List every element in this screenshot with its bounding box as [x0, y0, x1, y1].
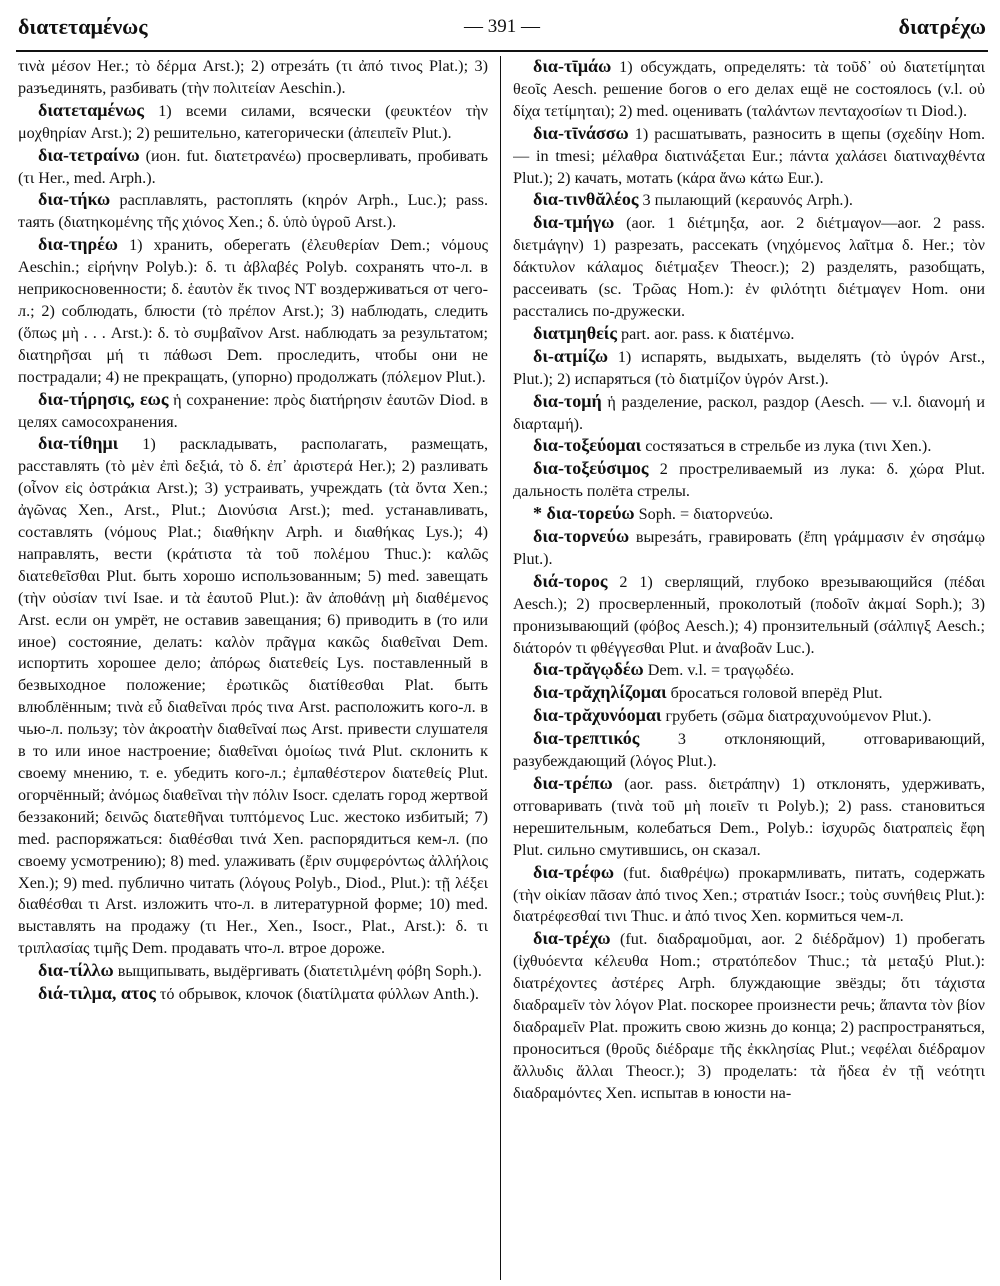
dictionary-entry [513, 435, 985, 458]
header-first-word: διατεταμένως [18, 14, 148, 39]
entry-definition: (fut. διαθρέψω) прокармливать, питать, содержать (τὴν οἰκίαν πᾶσαν ἀπό τινος Xen.; στρατιάν Isocr.; τοὺς συνήθεις Plut.): διατρέφεσθαί τινι Thuc. и ἀπό τινος Xen. кормиться чем-л. [513, 863, 985, 926]
dictionary-entry [513, 323, 985, 346]
dictionary-entry [513, 682, 985, 705]
dictionary-entry [513, 189, 985, 212]
page-header [18, 14, 986, 44]
page-number: — 391 — [464, 16, 540, 37]
entry-definition: 1) расшатывать, разносить в щепы (σχεδίην Hom. — in tmesi; μέλαθρα διατινάξεται Eur.; πάντα χαλάσει διατιναχθέντα Plut.); 2) качать, мотать (κάρα ἄνω κάτω Eur.). [513, 124, 985, 187]
entry-definition: τό обрывок, клочок (διατίλματα φύλλων Anth.). [159, 985, 479, 1004]
entry-definition: ἡ разделение, раскол, раздор (Aesch. — v.l. διανομή и διαρταμή). [513, 392, 985, 433]
entry-definition: (aor. 1 διέτμηξα, aor. 2 διέτμαγον—aor. 2 pass. διετμάγην) 1) разрезать, рассекать (νηχόμενος λαῖτμα δ. Her.; τὸν δάκτυλον κάλαμος διέτμαξεν Theocr.); 2) разделять, разобщать, рассеивать (sc. Τρῶας Hom.): ἐν φιλότητι διέτμαγεν Hom. они расстались по-дружески. [513, 214, 985, 320]
entry-definition: 3 отклоняющий, отговаривающий, разубеждающий (λόγος Plut.). [513, 730, 985, 771]
dictionary-entry [18, 960, 488, 983]
entry-definition: (ион. fut. διατετρανέω) просверливать, пробивать (τι Her., med. Arph.). [18, 146, 488, 187]
dictionary-entry [513, 659, 985, 682]
dictionary-entry [18, 433, 488, 960]
entry-headword: δια-τοξεύσιμος [533, 458, 649, 479]
entry-definition: грубеть (σῶμα διατραχυνούμενον Plut.). [665, 707, 932, 726]
dictionary-entry [513, 571, 985, 660]
entry-definition: Dem. v.l. = τραγῳδέω. [647, 661, 795, 680]
entry-definition: 2 простреливаемый из лука: δ. χώρα Plut. дальность полёта стрелы. [513, 460, 985, 501]
dictionary-entry [513, 862, 985, 929]
entry-headword: δια-τομή [533, 390, 602, 411]
dictionary-entry [513, 212, 985, 323]
entry-headword: διά-τορος [533, 570, 608, 591]
dictionary-entry [513, 56, 985, 123]
dictionary-entry [18, 389, 488, 434]
entry-definition: 1) раскладывать, располагать, размещать, расставлять (τὸ μὲν ἐπὶ δεξιά, τὸ δ. ἐπ᾽ ἀριστερά Her.); 2) разливать (οἶνον εἰς ὀστράκια Arst.); 3) устраивать, учреждать (τὰ ὄντα Xen.; ἀγῶνας Xen., Arst., Plut.; Διονύσια Arst.); med. устанавливать, составлять (νόμους Plat.; διαθήκην Arph. и διαθήκας Lys.); 4) направлять, вести (κράτιστα τὰ τοῦ πολέμου Thuc.): καλῶς διατεθεῖσθαι Plut. быть хорошо использованным; 5) med. завещать (τὴν οὐσίαν τινί Isae. и τὰ ἑαυτοῦ Plut.): ἂν ἀποθάνῃ μὴ διαθέμενος Arst. если он умрёт, не оставив завещания; 6) приводить в (то или иное) состояние, делать: καλὸν πρᾶγμα κακῶς διαθεῖναι Dem. испортить хорошее дело; ἀπόρως διατεθείς Lys. поставленный в безвыходное положение; ἐρωτικῶς διατίθεσθαι Plat. быть влюблённым; τινὰ εὖ διαθεῖναι πρός τινα Arst. расположить кого-л. в чью-л. пользу; τὸν ἀκροατὴν διαθεῖναί πως Arst. привести слушателя в то или иное настроение; διαθεῖναι ὁμοίως τινά Plut. склонить к своему мнению, т. е. убедить кого-л.; ἐμπαθέστερον διατεθείς Plut. огорчённый; ἀνόμως διαθεῖναι τὴν πόλιν Isocr. сделать город жертвой беззаконий; δεινῶς διατεθῆναι τυπτόμενος Luc. жестоко избитый; 7) med. распоряжаться: διαθέσθαι τινά Xen. распорядиться кем-л. (по своему усмотрению); 8) med. улаживать (ἔριν συμφερόντως ἀλλήλοις Xen.); 9) med. публично читать (λόγους Polyb., Diod., Plut.): τῇ λέξει διαθέσθαι τι Arst. изложить что-л. в литературной форме; 10) med. выставлять на продажу (τι Her., Xen., Isocr., Plat., Arst.): δ. τι τριπλασίας τιμῆς Dem. продавать что-л. втрое дороже. [18, 435, 488, 958]
right-column [513, 56, 985, 1286]
column-divider [500, 56, 501, 1280]
entry-headword: δια-τορνεύω [533, 526, 630, 547]
entry-headword: δια-τίλλω [38, 960, 114, 981]
header-last-word: διατρέχω [898, 14, 986, 39]
dictionary-entry [513, 458, 985, 503]
dictionary-entry [513, 705, 985, 728]
entry-definition: расплавлять, растоплять (κηρόν Arph., Luc.); pass. таять (διατηκομένης τῆς χιόνος Xen.; δ. ὑπὸ ὑγροῦ Arst.). [18, 191, 488, 232]
dictionary-entry [513, 346, 985, 391]
entry-definition: 1) хранить, оберегать (ἐλευθερίαν Dem.; νόμους Aeschin.; εἰρήνην Polyb.): δ. τι ἀβλαβές Polyb. сохранять что-л. в неприкосновенности; δ. ἑαυτὸν ἔκ τινος NT воздерживаться от чего-л.; 2) соблюдать, блюсти (τὸ πρέπον Arst.); 3) наблюдать, следить (ὅπως μὴ . . . Arst.): δ. τὸ συμβαῖνον Arst. наблюдать за результатом; διατηρῆσαι μή τι πάθωσι Dem. проследить, чтобы они не пострадали; 4) не прекращать, (упорно) продолжать (πόλεμον Plut.). [18, 236, 488, 386]
dictionary-entry [513, 391, 985, 436]
dictionary-entry [18, 56, 488, 100]
entry-definition: 1) обсуждать, определять: τὰ τοῦδ᾽ οὐ διατετίμηται θεοῖς Aesch. решение богов о его делах ещё не состоялось (v.l. οὐ δίχα τετίμηται); 2) med. оценивать (ταλάντων πενταχοσίων τι Diod.). [513, 58, 985, 120]
header-rule [16, 50, 988, 52]
entry-definition: (fut. διαδραμοῦμαι, aor. 2 διέδρᾰμον) 1) пробегать (ἰχθυόεντα κέλευθα Hom.; στρατόπεδον Thuc.; τὰ μεταξύ Plut.): διατρέχοντες ἀστέρες Arph. блуждающие звёзды; ὅτι τάχιστα διαδραμεῖν τὸν λόγον Plat. поскорее произнести речь; ἅπαντα τὸν βίον διαδραμεῖν Plat. прожить свою жизнь до конца; 2) распространяться, проноситься (θροῦς διέδραμε τῆς ἐκκλησίας Plut.; νεφέλαι διέδραμον ἄλλυδις ἄλλαι Theocr.); 3) проделать: τὰ ἤδεα ἐν τῇ νεότητι διαδραμόντες Xen. испытав в юности на- [513, 930, 985, 1102]
entry-definition: 1) всеми силами, всячески (φευκτέον τὴν μοχθηρίαν Arst.); 2) решительно, категорически (ἀπειπεῖν Plut.). [18, 101, 488, 142]
entry-headword: δια-τμήγω [533, 212, 615, 233]
dictionary-entry [18, 189, 488, 234]
entry-definition: part. aor. pass. к διατέμνω. [621, 324, 795, 343]
entry-definition: τινὰ μέσον Her.; τὸ δέρμα Arst.); 2) отрезáть (τι ἀπό τινος Plat.); 3) разъединять, разбивать (τὴν πολιτείαν Aeschin.). [18, 57, 488, 97]
entry-headword: * δια-τορεύω [533, 503, 635, 524]
entry-definition: (aor. pass. διετράπην) 1) отклонять, удерживать, отговаривать (τινὰ τοῦ μὴ ποιεῖν τι Polyb.); 2) pass. становиться нерешительным, колебаться Dem., Polyb.: ἰσχυρῶς διατραπεὶς ἔφη Plut. сильно смутившись, он сказал. [513, 775, 985, 859]
entry-headword: δια-τίθημι [38, 433, 119, 454]
entry-headword: διατεταμένως [38, 99, 144, 120]
entry-headword: δια-τρᾰχυνόομαι [533, 705, 662, 726]
entry-headword: δι-ατμίζω [533, 345, 609, 366]
entry-headword: δια-τρέφω [533, 861, 614, 882]
dictionary-entry [18, 145, 488, 190]
entry-definition: состязаться в стрельбе из лука (τινι Xen.). [645, 437, 932, 456]
entry-headword: δια-τήρησις, εως [38, 388, 169, 409]
entry-definition: бросаться головой вперёд Plut. [670, 684, 883, 703]
dictionary-entry [18, 983, 488, 1006]
entry-definition: 3 пылающий (κεραυνός Arph.). [642, 191, 853, 210]
entry-definition: 1) испарять, выдыхать, выделять (τὸ ὑγρόν Arst., Plut.); 2) испаряться (τὸ διατμίζον ὑγρόν Arst.). [513, 347, 985, 388]
entry-headword: δια-τρεπτικός [533, 728, 640, 749]
entry-definition: вырезáть, гравировать (ἔπη γράμμασιν ἐν σησάμῳ Plut.). [513, 528, 985, 568]
entry-headword: διατμηθείς [533, 322, 617, 343]
entry-headword: διά-τιλμα, ατος [38, 983, 156, 1004]
dictionary-entry [513, 728, 985, 773]
dictionary-entry [513, 123, 985, 190]
entry-definition: 2 1) сверлящий, глубоко врезывающийся (πέδαι Aesch.); 2) просверленный, проколотый (ποδοῖν ἀκμαί Soph.); 3) пронизывающий (φόβος Aesch.); 4) пронзительный (σάλπιγξ Aesch.; διάτορόν τι φθέγγεσθαι Plut. и ἀναβοᾶν Luc.). [513, 572, 985, 657]
entry-headword: δια-τῑμάω [533, 56, 612, 76]
entry-headword: δια-τρέπω [533, 773, 613, 793]
dictionary-entry [18, 234, 488, 388]
entry-definition: Soph. = διατορνεύω. [638, 505, 774, 524]
entry-definition: ἡ сохранение: πρὸς διατήρησιν ἑαυτῶν Diod. в целях самосохранения. [18, 390, 488, 431]
dictionary-entry [513, 773, 985, 862]
entry-headword: δια-τηρέω [38, 234, 118, 255]
entry-headword: δια-τετραίνω [38, 144, 140, 165]
entry-definition: выщипывать, выдёргивать (διατετιλμένη φόβη Soph.). [117, 962, 482, 981]
dictionary-entry [18, 100, 488, 145]
dictionary-entry [513, 526, 985, 571]
dictionary-entry [513, 503, 985, 526]
entry-headword: δια-τῑνάσσω [533, 122, 629, 143]
entry-headword: δια-τήκω [38, 189, 111, 210]
entry-headword: δια-τινθᾰλέος [533, 189, 639, 210]
entry-headword: δια-τρᾰχηλίζομαι [533, 682, 667, 703]
entry-headword: δια-τρέχω [533, 928, 611, 949]
left-column [18, 56, 488, 1286]
entry-headword: δια-τοξεύομαι [533, 435, 642, 456]
dictionary-entry [513, 928, 985, 1104]
entry-headword: δια-τρᾰγῳδέω [533, 659, 644, 680]
